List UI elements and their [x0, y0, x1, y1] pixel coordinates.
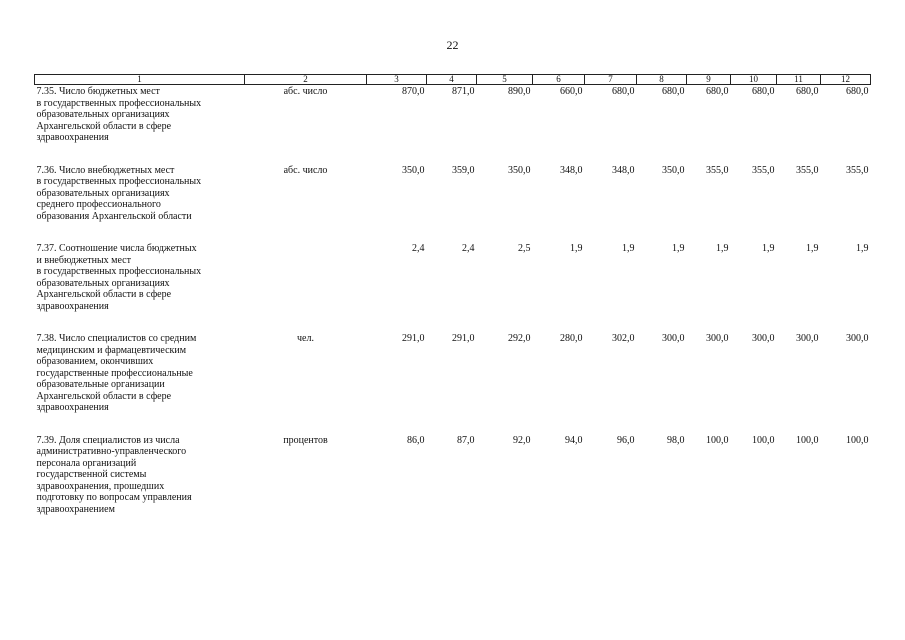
indicator-value-col-8: 350,0 [662, 164, 685, 176]
indicator-value-col-3: 2,4 [412, 243, 425, 254]
indicator-value-col-6: 348,0 [560, 164, 583, 176]
indicator-value-col-12: 300,0 [846, 333, 869, 344]
indicator-name-line: в государственных профессиональных [36, 97, 202, 109]
indicator-name-line: Архангельской области в сфере [36, 289, 172, 300]
indicator-value-col-11: 100,0 [796, 434, 819, 446]
indicator-name-line: образовательных организациях [36, 277, 170, 289]
indicator-unit: абс. число [283, 86, 328, 97]
indicator-name-line: образовательных организациях [36, 109, 170, 120]
indicator-unit: абс. число [283, 164, 328, 176]
indicator-value-col-7: 680,0 [612, 86, 635, 97]
column-header-11: 11 [777, 75, 821, 85]
header-row [35, 75, 871, 85]
indicator-value-col-5: 92,0 [513, 434, 531, 446]
indicator-name-line: здравоохранения [36, 300, 109, 312]
indicator-value-col-11: 1,9 [806, 243, 819, 254]
indicator-value-col-7: 302,0 [612, 333, 635, 344]
column-header-12: 12 [821, 75, 871, 85]
indicator-value-col-8: 680,0 [662, 86, 685, 97]
indicator-value-col-10: 100,0 [752, 434, 775, 446]
indicator-value-col-9: 300,0 [706, 333, 729, 344]
indicator-name-line: здравоохранения [36, 132, 109, 143]
indicator-value-col-11: 300,0 [796, 333, 819, 344]
indicator-value-col-7: 348,0 [612, 164, 635, 176]
indicator-name [35, 85, 245, 165]
indicator-name-line: 7.38. Число специалистов со средним [36, 333, 197, 344]
indicator-value-col-3: 291,0 [402, 333, 425, 344]
indicator-name-line: 7.35. Число бюджетных мест [36, 86, 160, 97]
indicator-value-col-10: 300,0 [752, 333, 775, 344]
indicator-value-col-9: 680,0 [706, 86, 729, 97]
column-header-5: 5 [477, 75, 533, 85]
indicator-name [35, 165, 245, 244]
indicator-name-line: образовательные организации [36, 379, 165, 390]
indicator-value-col-10: 355,0 [752, 164, 775, 176]
table-row [35, 435, 871, 516]
indicator-name-line: образованием, окончивших [36, 356, 154, 367]
indicator-unit: процентов [283, 434, 328, 446]
indicator-name-line: 7.37. Соотношение числа бюджетных [36, 243, 197, 254]
indicator-value-col-4: 291,0 [452, 333, 475, 344]
column-header-9: 9 [687, 75, 731, 85]
column-header-2: 2 [245, 75, 367, 85]
indicator-name-line: образования Архангельской области [36, 210, 192, 222]
indicator-name-line: в государственных профессиональных [36, 266, 202, 277]
indicator-value-col-4: 359,0 [452, 164, 475, 176]
indicator-value-col-8: 1,9 [672, 243, 685, 254]
indicator-value-col-8: 98,0 [667, 434, 685, 446]
indicator-name-line: образовательных организациях [36, 187, 170, 199]
column-header-1: 1 [35, 75, 245, 85]
indicator-name-line: здравоохранением [36, 503, 115, 515]
indicator-value-col-10: 680,0 [752, 86, 775, 97]
indicator-value-col-9: 355,0 [706, 164, 729, 176]
indicator-name-line: государственные профессиональные [36, 367, 193, 379]
indicator-name-line: среднего профессионального [36, 199, 161, 210]
indicator-value-col-10: 1,9 [762, 243, 775, 254]
indicator-value-col-6: 94,0 [565, 434, 583, 446]
table-row [35, 243, 871, 333]
indicator-value-col-9: 1,9 [716, 243, 729, 254]
indicator-value-col-6: 660,0 [560, 86, 583, 97]
indicator-value-col-12: 355,0 [846, 164, 869, 176]
table-row [35, 165, 871, 244]
column-header-8: 8 [637, 75, 687, 85]
indicator-table [34, 74, 871, 515]
indicator-value-col-12: 1,9 [856, 243, 869, 254]
indicator-name-line: 7.39. Доля специалистов из числа [36, 434, 180, 446]
indicator-name-line: Архангельской области в сфере [36, 120, 172, 132]
indicator-name-line: в государственных профессиональных [36, 176, 202, 187]
indicator-value-col-3: 350,0 [402, 164, 425, 176]
indicator-value-col-4: 871,0 [452, 86, 475, 97]
column-header-10: 10 [731, 75, 777, 85]
indicator-value-col-7: 96,0 [617, 434, 635, 446]
indicator-value-col-5: 350,0 [508, 164, 531, 176]
indicator-value-col-4: 2,4 [462, 243, 475, 254]
indicator-value-col-12: 100,0 [846, 434, 869, 446]
indicator-name-line: персонала организаций [36, 457, 137, 469]
indicator-name [35, 435, 245, 516]
column-header-7: 7 [585, 75, 637, 85]
indicator-name-line: и внебюджетных мест [36, 254, 131, 266]
table-row [35, 85, 871, 165]
indicator-value-col-5: 2,5 [518, 243, 531, 254]
indicator-value-col-12: 680,0 [846, 86, 869, 97]
indicator-value-col-3: 870,0 [402, 86, 425, 97]
indicator-value-col-7: 1,9 [622, 243, 635, 254]
page-number: 22 [446, 38, 459, 52]
indicator-unit [245, 243, 367, 333]
indicator-value-col-3: 86,0 [407, 434, 425, 446]
indicator-name [35, 243, 245, 333]
column-header-3: 3 [367, 75, 427, 85]
indicator-name-line: Архангельской области в сфере [36, 390, 172, 402]
indicator-name-line: административно-управленческого [36, 446, 187, 457]
table-row [35, 333, 871, 435]
indicator-name-line: государственной системы [36, 469, 147, 480]
indicator-name [35, 333, 245, 435]
table-body [35, 85, 871, 516]
indicator-name-line: медицинским и фармацевтическим [36, 344, 187, 356]
indicator-name-line: здравоохранения [36, 402, 109, 413]
indicator-unit: чел. [297, 333, 314, 344]
indicator-value-col-11: 680,0 [796, 86, 819, 97]
indicator-value-col-6: 1,9 [570, 243, 583, 254]
column-header-6: 6 [533, 75, 585, 85]
indicator-name-line: 7.36. Число внебюджетных мест [36, 164, 175, 176]
indicator-value-col-6: 280,0 [560, 333, 583, 344]
indicator-value-col-11: 355,0 [796, 164, 819, 176]
indicator-name-line: подготовку по вопросам управления [36, 492, 192, 503]
indicator-name-line: здравоохранения, прошедших [36, 480, 165, 492]
indicator-value-col-4: 87,0 [457, 434, 475, 446]
column-header-4: 4 [427, 75, 477, 85]
indicator-value-col-5: 890,0 [508, 86, 531, 97]
indicator-value-col-5: 292,0 [508, 333, 531, 344]
indicator-value-col-9: 100,0 [706, 434, 729, 446]
indicator-value-col-8: 300,0 [662, 333, 685, 344]
